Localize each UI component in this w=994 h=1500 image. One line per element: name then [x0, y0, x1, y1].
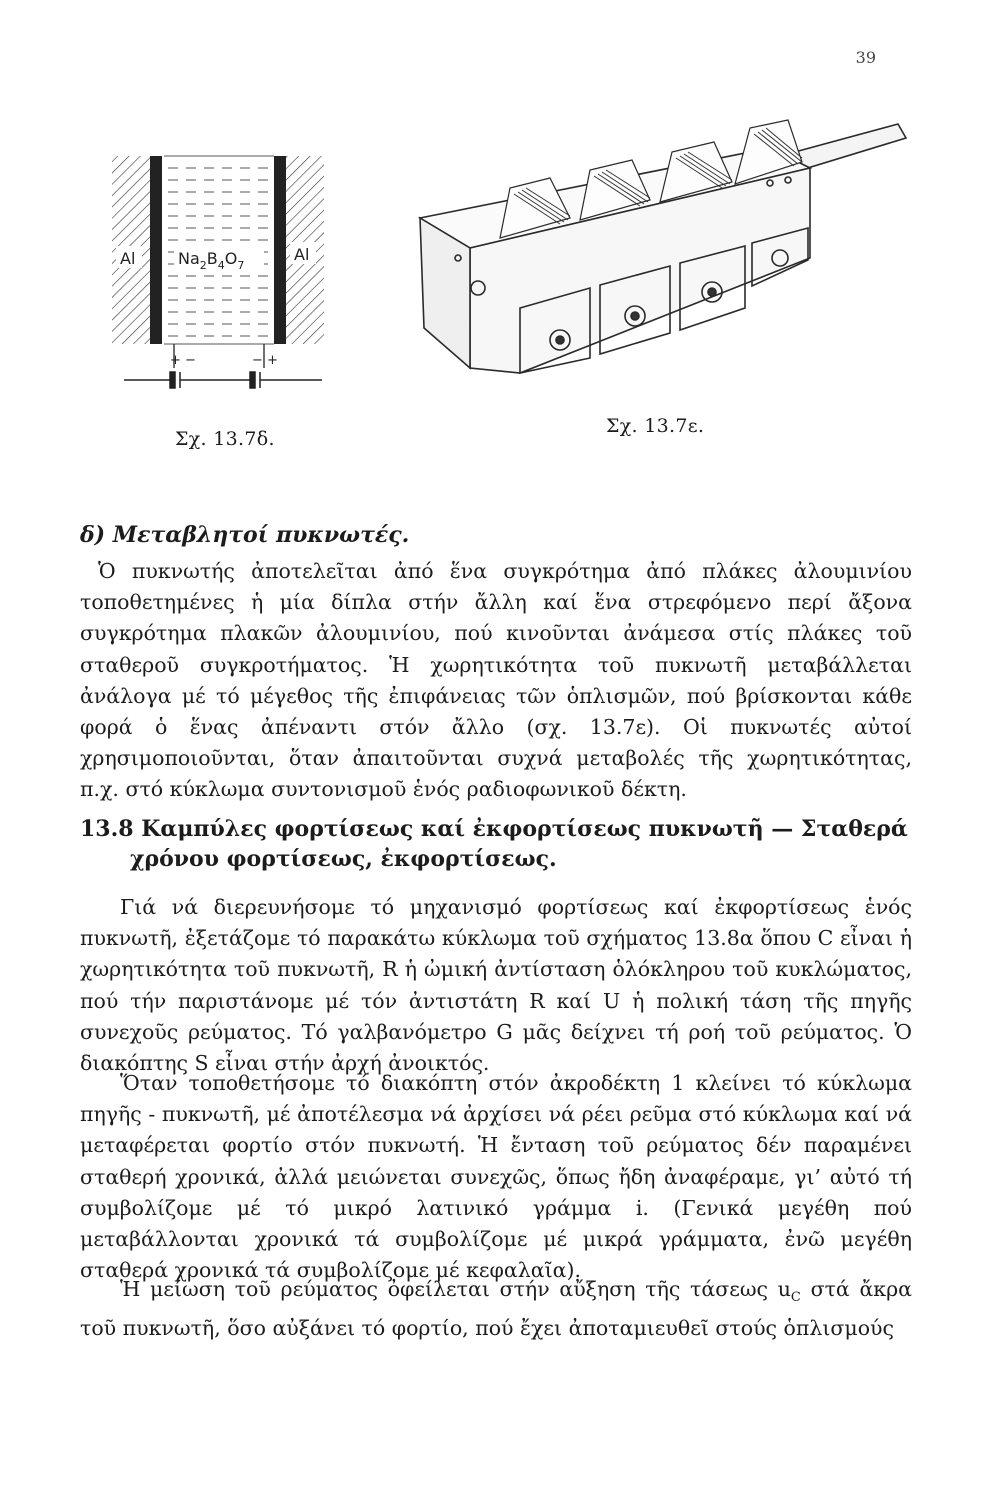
- electrode-left: [150, 156, 162, 344]
- figure-variable-capacitor: [410, 108, 910, 408]
- label-al-right: Al: [294, 245, 310, 264]
- label-electrolyte: $Na_2B_4O_7$: [178, 249, 245, 272]
- paragraph-charging-current: Ὅταν τοποθετήσομε τό διακόπτη στόν ἀκροδέκτη 1 κλείνει τό κύκλωμα πηγῆς - πυκνωτῆ, μέ ἀποτέλεσμα νά ἀρχίσει νά ρέει ρεῦμα στό κύκλωμα καί νά μεταφέρεται φορτίο στόν πυκνωτή. Ἡ ἔνταση τοῦ ρεύματος δέν παραμένει σταθερή χρονικά, ἀλλά μειώνεται συνεχῶς, ὅπως ἤδη ἀναφέραμε, γι’ αὐτό τή συμβολίζομε μέ τό μικρό λατινικό γράμμα i. (Γενικά μεγέθη πού μεταβάλλονται χρονικά τά συμβολίζομε μέ μικρά γράμματα, ἐνῶ μεγέθη σταθερά χρονικά τά συμβολίζομε μέ κεφαλαῖα).: [80, 1071, 912, 1283]
- polarity-left: + −: [170, 353, 196, 368]
- section-number: 13.8: [80, 816, 134, 842]
- paragraph-4-text-end: στά ἄκρα τοῦ πυκνωτῆ, ὅσο αὐξάνει τό φορτίο, πού ἔχει ἀποταμιευθεῖ στούς ὁπλισμούς: [80, 1277, 912, 1341]
- figure-d-caption: Σχ. 13.7δ.: [175, 428, 275, 450]
- paragraph-current-decrease: [80, 1274, 912, 1344]
- paragraph-4-text-start: Ἡ μείωση τοῦ ρεύματος ὀφείλεται στήν αὔξηση τῆς τάσεως u: [120, 1277, 791, 1301]
- section-13-8-heading: [80, 814, 916, 874]
- figure-e-caption: Σχ. 13.7ε.: [606, 415, 705, 437]
- paragraph-circuit-description: Γιά νά διερευνήσομε τό μηχανισμό φορτίσεως καί ἐκφορτίσεως ἑνός πυκνωτῆ, ἐξετάζομε τό παρακάτω κύκλωμα τοῦ σχήματος 13.8α ὅπου C εἶναι ἡ χωρητικότητα τοῦ πυκνωτῆ, R ἡ ὠμική ἀντίσταση ὁλόκληρου τοῦ κυκλώματος, πού τήν παριστάνομε μέ τόν ἀντιστάτη R καί U ἡ πολική τάση τῆς πηγῆς συνεχοῦς ρεύματος. Τό γαλβανόμετρο G μᾶς δείχνει τή ροή τοῦ ρεύματος. Ὁ διακόπτης S εἶναι στήν ἀρχή ἀνοικτός.: [80, 895, 912, 1076]
- paragraph-variable-capacitors: Ὁ πυκνωτής ἀποτελεῖται ἀπό ἕνα συγκρότημα ἀπό πλάκες ἀλουμινίου τοποθετημένες ἡ μία δίπλα στήν ἄλλη καί ἕνα στρεφόμενο περί ἄξονα συγκρότημα πλακῶν ἀλουμινίου, πού κινοῦνται ἀνάμεσα στίς πλάκες τοῦ σταθεροῦ συγκροτήματος. Ἡ χωρητικότητα τοῦ πυκνωτῆ μεταβάλλεται ἀνάλογα μέ τό μέγεθος τῆς ἐπιφάνειας τῶν ὁπλισμῶν, πού βρίσκονται κάθε φορά ὁ ἕνας ἀπέναντι στόν ἄλλο (σχ. 13.7ε). Οἱ πυκνωτές αὐτοί χρησιμοποιοῦνται, ὅταν ἀπαιτοῦνται συχνά μεταβολές τῆς χωρητικότητας, π.χ. στό κύκλωμα συντονισμοῦ ἑνός ραδιοφωνικοῦ δέκτη.: [80, 559, 912, 802]
- section-title: Καμπύλες φορτίσεως καί ἐκφορτίσεως πυκνωτῆ — Σταθερά χρόνου φορτίσεως, ἐκφορτίσεως.: [130, 816, 908, 872]
- figure-electrolytic-capacitor: [112, 150, 342, 400]
- section-d-title: δ) Μεταβλητοί πυκνωτές.: [80, 522, 410, 548]
- polarity-right: − +: [252, 353, 278, 368]
- capacitor-symbols: [124, 372, 322, 388]
- paragraph-4-subscript: C: [790, 1290, 801, 1305]
- label-al-left: Al: [120, 249, 136, 268]
- page-number: 39: [855, 48, 876, 67]
- electrode-right: [274, 156, 286, 344]
